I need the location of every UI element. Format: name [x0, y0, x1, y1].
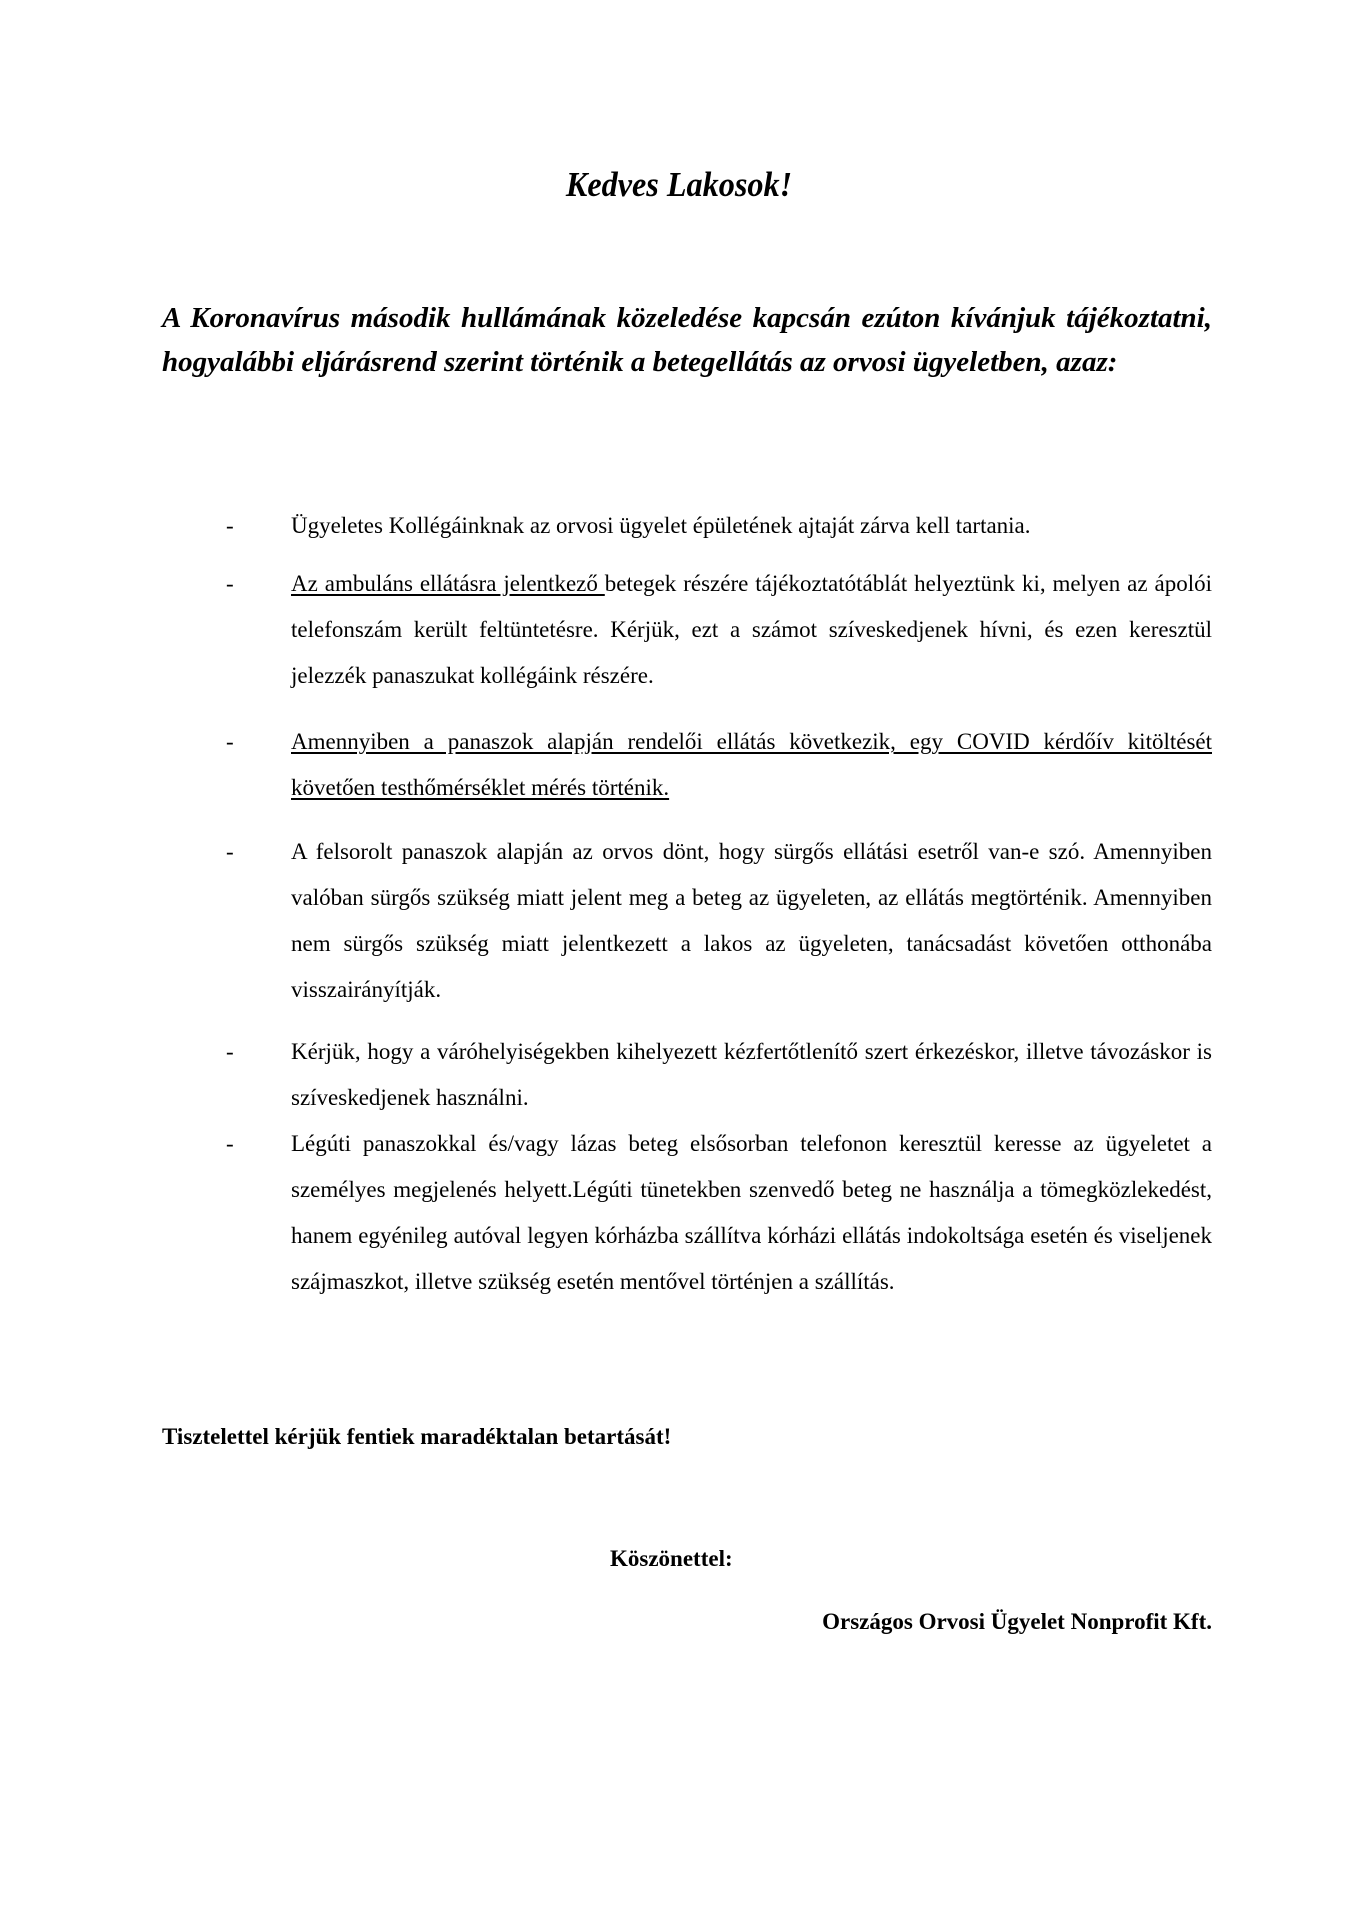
underlined-text: Az ambuláns ellátásra jelentkező	[291, 571, 605, 596]
bullet-dash: -	[226, 513, 234, 538]
bullet-dash: -	[226, 839, 234, 864]
item-text: Légúti panaszokkal és/vagy lázas beteg elsősorban telefonon keresztül keresse az ügyeletet a személyes megjelenés helyett.Légúti tünetekben szenvedő beteg ne használja a tömegközlekedést, hanem egyénileg autóval legyen kórházba szállítva kórházi ellátás indokoltsága esetén és viseljenek szájmaszkot, illetve szükség esetén mentővel történjen a szállítás.	[291, 1131, 1212, 1294]
intro-paragraph: A Koronavírus második hullámának közeledése kapcsán ezúton kívánjuk tájékoztatni, hogyalábbi eljárásrend szerint történik a betegellátás az orvosi ügyeletben, azaz:	[162, 302, 1212, 378]
bullet-dash: -	[226, 1039, 234, 1064]
bullet-dash: -	[226, 571, 234, 596]
item-text: A felsorolt panaszok alapján az orvos dönt, hogy sürgős ellátási esetről van-e szó. Amennyiben valóban sürgős szükség miatt jelent meg a beteg az ügyeleten, az ellátás megtörténik. Amennyiben nem sürgős szükség miatt jelentkezett a lakos az ügyeleten, tanácsadást követően otthonába visszairányítják.	[291, 839, 1212, 1002]
page-title: Kedves Lakosok!	[565, 165, 793, 204]
item-text: Ügyeletes Kollégáinknak az orvosi ügyelet épületének ajtaját zárva kell tartania.	[291, 513, 1031, 538]
bullet-dash: -	[226, 1131, 234, 1156]
organization-signature: Országos Orvosi Ügyelet Nonprofit Kft.	[822, 1609, 1212, 1634]
underlined-text: Amennyiben a panaszok alapján rendelői ellátás következik, egy COVID kérdőív kitöltését követően testhőmérséklet mérés történik.	[291, 729, 1212, 800]
bullet-dash: -	[226, 729, 234, 754]
thanks-line: Köszönettel:	[610, 1546, 733, 1571]
item-text: Kérjük, hogy a váróhelyiségekben kihelyezett kézfertőtlenítő szert érkezéskor, illetve távozáskor is szíveskedjenek használni.	[291, 1039, 1212, 1110]
item-text: betegek részére tájékoztatótáblát helyeztünk ki, melyen az ápolói telefonszám került feltüntetésre. Kérjük, ezt a számot szíveskedjenek hívni, és ezen keresztül jelezzék panaszukat kollégáink részére.	[291, 571, 1212, 688]
closing-request: Tisztelettel kérjük fentiek maradéktalan betartását!	[162, 1424, 672, 1449]
